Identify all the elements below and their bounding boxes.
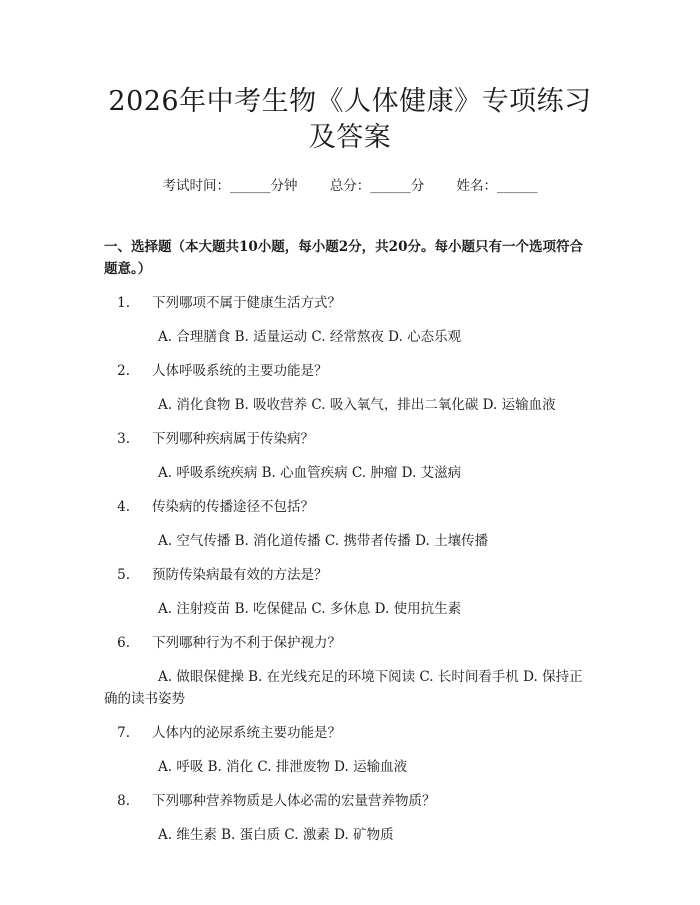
page-title: 2026年中考生物《人体健康》专项练习及答案	[108, 86, 592, 153]
question-number: 3.	[117, 431, 130, 447]
question-stem	[104, 565, 596, 585]
question-text: 下列哪项不属于健康生活方式？	[152, 295, 341, 311]
question-number: 2.	[117, 363, 130, 379]
question-number: 5.	[117, 567, 130, 583]
question-item	[104, 791, 596, 846]
question-text: 下列哪种营养物质是人体必需的宏量营养物质？	[152, 793, 436, 809]
student-name-field: 姓名：______	[456, 178, 538, 194]
question-options: A. 注射疫苗 B. 吃保健品 C. 多休息 D. 使用抗生素	[158, 601, 462, 617]
question-item	[104, 723, 596, 778]
exam-info-row	[104, 176, 596, 196]
question-item	[104, 429, 596, 484]
question-options: A. 呼吸 B. 消化 C. 排泄废物 D. 运输血液	[158, 759, 408, 775]
question-options: A. 空气传播 B. 消化道传播 C. 携带者传播 D. 土壤传播	[158, 533, 489, 549]
question-options: A. 做眼保健操 B. 在光线充足的环境下阅读 C. 长时间看手机 D. 保持正确的读书姿势	[104, 669, 583, 707]
question-options: A. 消化食物 B. 吸收营养 C. 吸入氧气，排出二氧化碳 D. 运输血液	[158, 397, 556, 413]
question-stem	[104, 723, 596, 743]
section-heading: 一、选择题（本大题共10小题，每小题2分，共20分。每小题只有一个选项符合题意。）	[104, 239, 583, 277]
question-options: A. 合理膳食 B. 适量运动 C. 经常熬夜 D. 心态乐观	[158, 329, 462, 345]
question-number: 7.	[117, 725, 130, 741]
question-text: 下列哪种行为不利于保护视力？	[152, 635, 341, 651]
question-options: A. 呼吸系统疾病 B. 心血管疾病 C. 肿瘤 D. 艾滋病	[158, 465, 462, 481]
question-text: 人体呼吸系统的主要功能是？	[152, 363, 328, 379]
question-number: 8.	[117, 793, 130, 809]
question-number: 4.	[117, 499, 130, 515]
total-score-field: 总分：______分	[329, 178, 425, 194]
question-options: A. 维生素 B. 蛋白质 C. 激素 D. 矿物质	[158, 827, 394, 843]
question-number: 6.	[117, 635, 130, 651]
question-item	[104, 497, 596, 552]
question-text: 传染病的传播途径不包括？	[152, 499, 314, 515]
question-stem	[104, 791, 596, 811]
exam-time-field: 考试时间：______分钟	[162, 178, 298, 194]
question-stem	[104, 633, 596, 653]
question-text: 预防传染病最有效的方法是？	[152, 567, 328, 583]
question-stem	[104, 429, 596, 449]
question-number: 1.	[117, 295, 130, 311]
question-item	[104, 361, 596, 416]
question-stem	[104, 293, 596, 313]
question-item	[104, 633, 596, 710]
question-stem	[104, 361, 596, 381]
question-item	[104, 293, 596, 348]
question-text: 人体内的泌尿系统主要功能是？	[152, 725, 341, 741]
question-list	[104, 293, 596, 846]
question-item	[104, 565, 596, 620]
question-text: 下列哪种疾病属于传染病？	[152, 431, 314, 447]
question-stem	[104, 497, 596, 517]
